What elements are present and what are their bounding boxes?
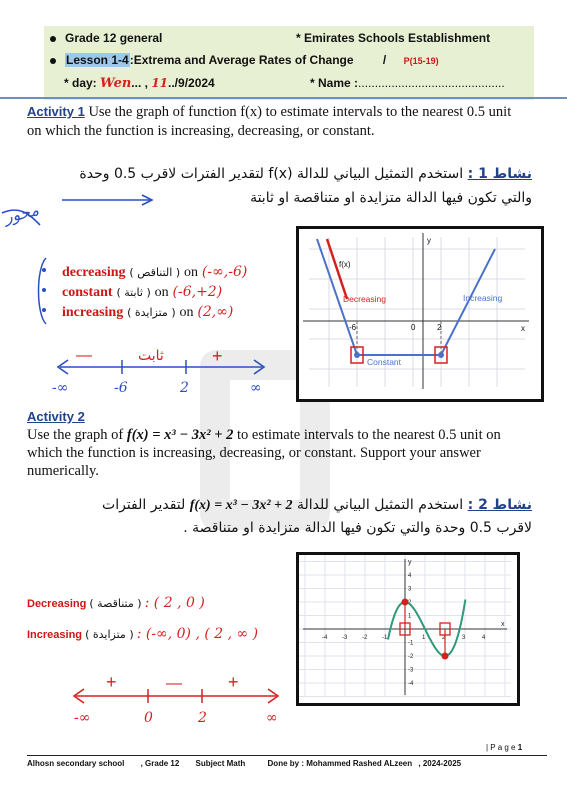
activity2-arabic-line1: نشاط 2 : استخدم التمثيل البياني للدالة f(x) = x³ − 3x² + 2 لتقدير الفترات bbox=[102, 497, 532, 513]
lesson-label: Lesson 1-4 bbox=[66, 53, 129, 67]
nl2-left: -∞ bbox=[74, 710, 91, 726]
graph1-svg bbox=[299, 229, 535, 393]
date-day: 11 bbox=[151, 76, 169, 90]
activity1-answers bbox=[62, 262, 247, 322]
activity2-title: Activity 2 bbox=[27, 409, 85, 424]
answer-row-decreasing: decreasing ( التناقص ) on (-∞,-6) bbox=[62, 264, 248, 280]
nl2-right: ∞ bbox=[266, 710, 278, 726]
nl1-tick1: -6 bbox=[114, 380, 128, 396]
nl1-tick2: 2 bbox=[180, 380, 189, 396]
answer-row-2-decreasing: Decreasing ( متناقصة ) : ( 0 , 2 ) bbox=[27, 595, 205, 611]
activity1-ar-title: نشاط 1 : bbox=[467, 166, 532, 182]
answer-row-constant: constant ( ثابتة ) on (-6,+2) bbox=[62, 284, 223, 300]
graph2-x-label: x bbox=[501, 621, 505, 628]
activity2-answers bbox=[27, 588, 258, 650]
nl1-sign-minus: — bbox=[76, 347, 92, 364]
header-row-1 bbox=[50, 31, 162, 45]
day-field: * day: Wen... , 11../9/2024 bbox=[64, 76, 215, 91]
activity1-arabic-line1: نشاط 1 : استخدم التمثيل البياني للدالة f(x) لتقدير الفترات لاقرب 0.5 وحدة bbox=[79, 166, 532, 182]
page-range: P(15-19) bbox=[403, 56, 439, 66]
graph2-svg bbox=[299, 555, 511, 697]
x-tick-label: -2 bbox=[362, 635, 368, 641]
graph1-two: 2 bbox=[437, 323, 442, 332]
nl1-left: -∞ bbox=[52, 380, 69, 396]
header-row-2 bbox=[50, 53, 439, 67]
activity2-text: Activity 2 Use the graph of f(x) = x³ − 3x² + 2 to estimate intervals to the nearest 0.5 unit on which the function is increasing, decreasing, or constant. Support your answer numerically. bbox=[27, 409, 501, 479]
name-field: * Name :............................................ bbox=[310, 76, 505, 90]
activity2-ar-title: نشاط 2 : bbox=[467, 497, 532, 513]
graph1-x: x bbox=[521, 324, 525, 333]
increasing-label: increasing bbox=[62, 305, 124, 320]
activity2-arabic-line2: لاقرب 0.5 وحدة والتي تكون فيها الدالة متزايدة او متناقصة . bbox=[183, 520, 532, 536]
activity1-arabic-line2: والتي تكون فيها الدالة متزايدة او متناقصة او ثابتة bbox=[250, 190, 532, 206]
y-tick-label: -3 bbox=[408, 667, 414, 674]
x-tick-label: 1 bbox=[422, 635, 426, 641]
y-tick-label: 1 bbox=[408, 613, 412, 620]
nl2-plus2: + bbox=[228, 672, 239, 692]
numberline-2 bbox=[62, 670, 292, 728]
bullet-icon bbox=[50, 58, 56, 64]
graph1-neg6: -6 bbox=[349, 323, 357, 332]
header-box bbox=[44, 26, 534, 100]
grade-text: Grade 12 general bbox=[65, 31, 163, 45]
numberline-1 bbox=[40, 340, 280, 400]
graph1-red-arrow bbox=[327, 239, 347, 299]
nl1-right: ∞ bbox=[250, 380, 262, 396]
constant-answer: (-6,+2) bbox=[172, 284, 223, 300]
lesson-title: :Extrema and Average Rates of Change bbox=[129, 53, 354, 67]
bullet-icon bbox=[50, 36, 56, 42]
footer-rule bbox=[27, 755, 547, 756]
graph1-increasing: Increasing bbox=[463, 293, 503, 303]
x-tick-label: -4 bbox=[322, 635, 328, 641]
header-divider bbox=[0, 97, 567, 99]
decreasing-label: decreasing bbox=[62, 265, 126, 280]
y-tick-label: 4 bbox=[408, 573, 412, 579]
graph-activity1 bbox=[296, 226, 544, 402]
activity2-ar-formula: f(x) = x³ − 3x² + 2 bbox=[189, 498, 293, 513]
y-tick-label: 3 bbox=[408, 586, 412, 593]
nl2-minus: — bbox=[166, 675, 182, 692]
activity1-title: Activity 1 bbox=[27, 104, 85, 119]
day-value: Wen bbox=[100, 76, 132, 91]
nl1-sign-plus: + bbox=[212, 346, 223, 366]
nl2-tick1: 0 bbox=[144, 710, 153, 726]
y-tick-label: 2 bbox=[408, 600, 412, 606]
y-tick-label: -1 bbox=[408, 640, 414, 647]
activity2-arabic bbox=[20, 494, 532, 539]
y-tick-label: -2 bbox=[408, 654, 414, 660]
page-number: | P a g e 1 bbox=[486, 743, 523, 752]
decreasing-answer: (-∞,-6) bbox=[201, 264, 248, 280]
establishment: * Emirates Schools Establishment bbox=[296, 31, 491, 45]
y-tick-label: -4 bbox=[408, 681, 414, 687]
answer-row-increasing: increasing ( متزايدة ) on (2,∞) bbox=[62, 304, 234, 320]
graph1-decreasing: Decreasing bbox=[343, 294, 386, 304]
x-tick-label: -3 bbox=[342, 635, 348, 641]
nl2-plus1: + bbox=[106, 672, 117, 692]
graph2-y-label: y bbox=[408, 559, 412, 566]
footer: Alhosn secondary school , Grade 12 Subject Math Done by : Mohammed Rashed ALzeen , 2024-2025 bbox=[27, 759, 462, 768]
nl2-tick2: 2 bbox=[198, 710, 207, 726]
nl1-sign-const: ثابت bbox=[138, 348, 164, 364]
x-tick-label: 2 bbox=[442, 635, 446, 641]
answer-row-2-increasing: Increasing ( متزايدة ) : (-∞, 0) , ( 2 , ∞ ) bbox=[27, 626, 259, 642]
x-tick-label: 4 bbox=[482, 635, 486, 641]
graph1-y: y bbox=[427, 236, 431, 245]
x-tick-label: 3 bbox=[462, 635, 466, 641]
increasing-answer: (2,∞) bbox=[197, 304, 234, 320]
answer-brace bbox=[32, 256, 60, 326]
graph1-fx: f(x) bbox=[339, 260, 351, 269]
activity2-decreasing-answer: : ( 0 , 2 ) bbox=[144, 595, 205, 611]
constant-label: constant bbox=[62, 285, 113, 300]
activity2-formula: f(x) = x³ − 3x² + 2 bbox=[126, 427, 234, 443]
activity2-increasing-answer: : (-∞, 0) , ( 2 , ∞ ) bbox=[136, 626, 259, 642]
graph1-constant: Constant bbox=[367, 357, 402, 367]
side-note: محور bbox=[2, 200, 41, 227]
slash-text: / bbox=[382, 53, 387, 67]
graph-activity2 bbox=[296, 552, 520, 706]
graph1-zero: 0 bbox=[411, 323, 416, 332]
x-tick-label: -1 bbox=[382, 635, 388, 641]
activity1-text: Activity 1 Use the graph of function f(x) to estimate intervals to the nearest 0.5 unit on which the function is increasing, decreasing, or constant. bbox=[27, 104, 512, 139]
